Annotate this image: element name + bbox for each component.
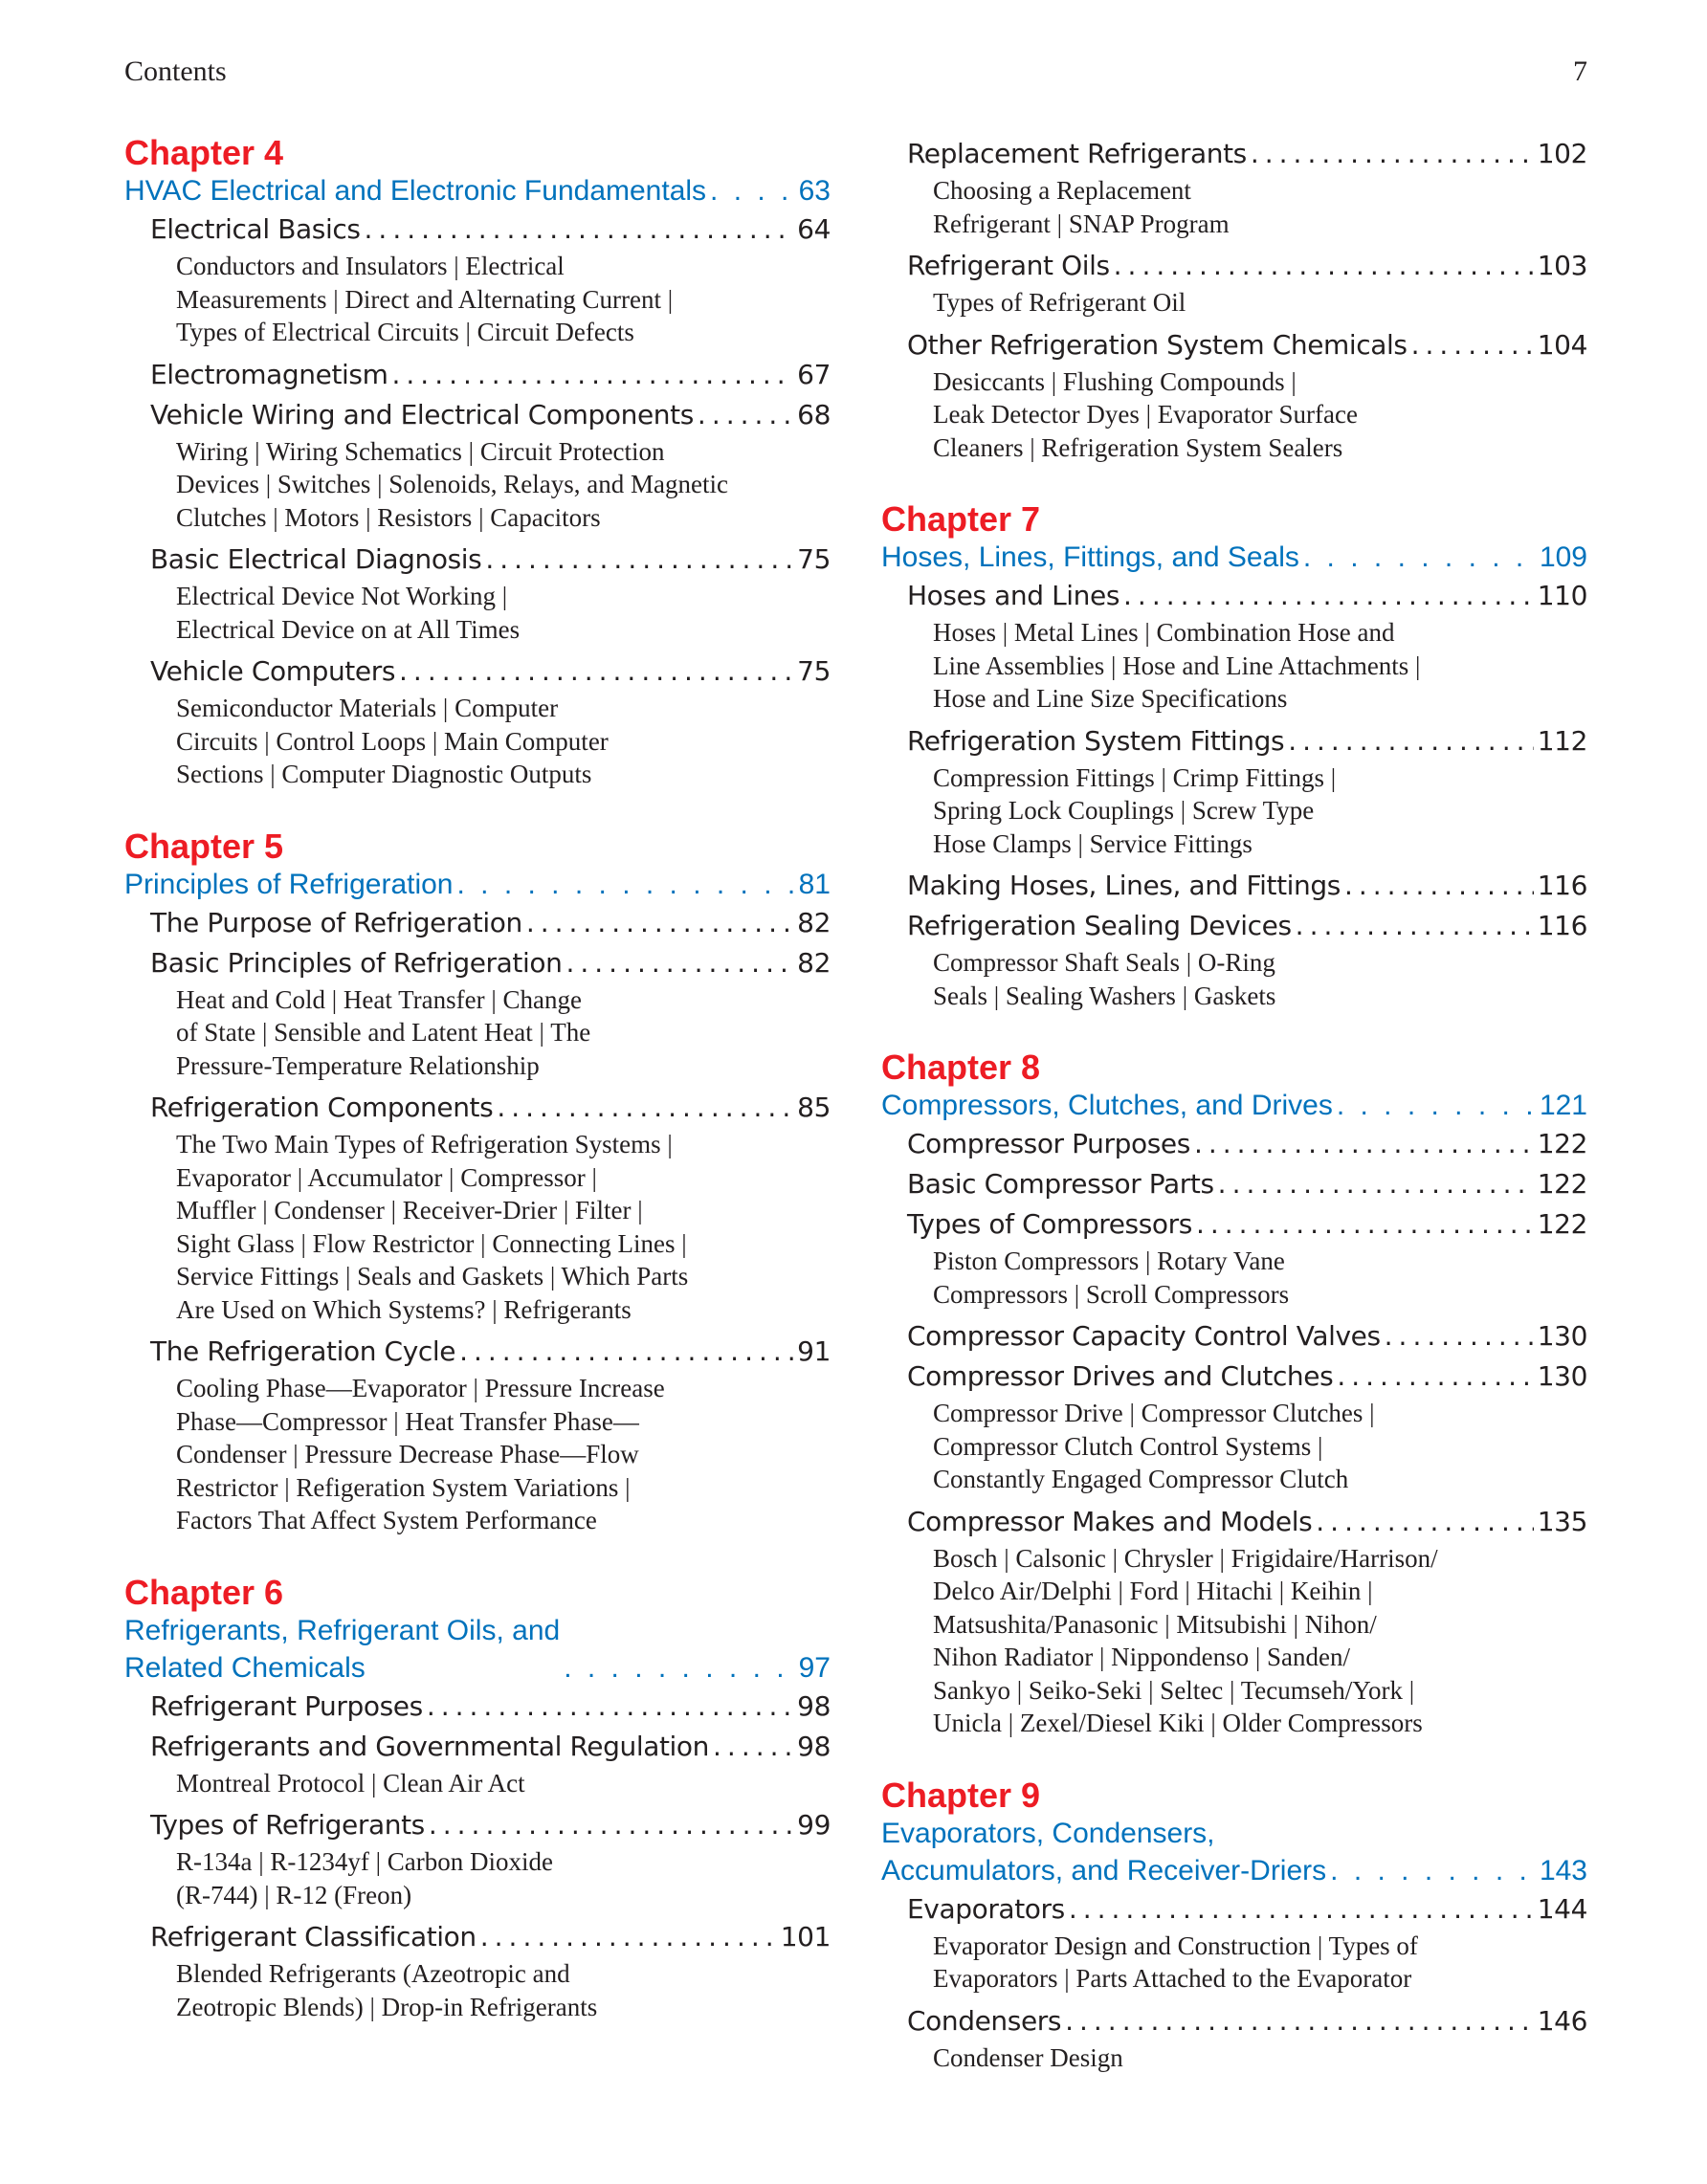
chapter-block <box>881 500 1587 1012</box>
dot-leader <box>1251 134 1534 174</box>
toc-entry[interactable] <box>881 1164 1587 1204</box>
toc-entry-title: Basic Compressor Parts <box>907 1168 1214 1200</box>
dot-leader <box>1218 1164 1534 1204</box>
toc-entry[interactable] <box>124 1805 831 1845</box>
chapter-heading: Chapter 8 <box>881 1048 1041 1087</box>
toc-entry-subtopics: Condenser Design <box>933 2042 1123 2072</box>
toc-entry-subtopics: Conductors and Insulators | Electrical Measurements | Direct and Alternating Current | Types of Electrical Circuits | Circuit Defects <box>176 252 674 346</box>
chapter-title[interactable] <box>124 172 831 210</box>
toc-entry-title: Refrigerant Classification <box>150 1921 477 1952</box>
dot-leader <box>1337 1087 1536 1124</box>
toc-entry[interactable] <box>881 1357 1587 1397</box>
toc-entry-subtopics: Choosing a Replacement Refrigerant | SNAP Program <box>933 176 1230 238</box>
chapter-page: 121 <box>1539 1090 1587 1121</box>
toc-entry-page: 64 <box>797 213 831 245</box>
toc-entry-subtopics: Piston Compressors | Rotary Vane Compressors | Scroll Compressors <box>933 1246 1290 1309</box>
toc-entry-page: 101 <box>780 1921 831 1952</box>
chapter-block <box>881 1048 1587 1740</box>
toc-entry[interactable] <box>124 903 831 943</box>
toc-entry[interactable] <box>124 540 831 580</box>
dot-leader <box>1196 1204 1534 1245</box>
dot-leader <box>1344 866 1534 906</box>
toc-entry[interactable] <box>124 943 831 983</box>
chapter-block <box>124 827 831 1537</box>
toc-entry-page: 122 <box>1537 1128 1587 1159</box>
chapter-heading: Chapter 6 <box>124 1572 284 1612</box>
running-head <box>124 55 1587 94</box>
toc-entry-page: 75 <box>797 655 831 687</box>
toc-entry[interactable] <box>881 1204 1587 1245</box>
toc-entry-title: Compressor Makes and Models <box>907 1505 1313 1537</box>
chapter-title-text: Principles of Refrigeration <box>124 868 454 900</box>
toc-entry-page: 85 <box>797 1092 831 1123</box>
toc-entry-title: Refrigerant Purposes <box>150 1689 423 1722</box>
toc-entry-title: Electromagnetism <box>150 358 388 390</box>
toc-entry-page: 110 <box>1537 580 1587 611</box>
chapter-title-text: Evaporators, Condensers, Accumulators, and Receiver-Driers <box>881 1817 1327 1886</box>
dot-leader <box>1065 2001 1534 2041</box>
chapter-block <box>124 134 831 791</box>
toc-entry-page: 68 <box>797 398 831 430</box>
dot-leader <box>1316 1502 1533 1542</box>
chapter-title[interactable] <box>881 1087 1587 1124</box>
dot-leader <box>459 1332 793 1372</box>
toc-entry-title: Basic Electrical Diagnosis <box>150 543 482 575</box>
toc-entry[interactable] <box>881 576 1587 616</box>
dot-leader <box>1296 906 1534 946</box>
chapter-title[interactable] <box>124 1612 831 1687</box>
toc-entry-subtopics: The Two Main Types of Refrigeration Systems | Evaporator | Accumulator | Compressor | Muffler | Condenser | Receiver-Drier | Filter | Sight Glass | Flow Restrictor | Connecting Lines | Service Fittings | Seals and Gaskets | Which Parts Are Used on Which Systems? | Refrigerants <box>176 1130 689 1324</box>
toc-entry-page: 91 <box>797 1335 831 1367</box>
toc-entry[interactable] <box>124 355 831 395</box>
toc-entry-title: Refrigeration Components <box>150 1092 494 1123</box>
toc-entry[interactable] <box>881 721 1587 761</box>
toc-entry-page: 104 <box>1537 328 1587 361</box>
toc-entry[interactable] <box>124 1687 831 1727</box>
chapter-title-text: HVAC Electrical and Electronic Fundamentals <box>124 175 707 207</box>
toc-entry-title: Other Refrigeration System Chemicals <box>907 328 1408 361</box>
toc-entry-page: 144 <box>1537 1892 1587 1925</box>
chapter-heading: Chapter 7 <box>881 499 1041 539</box>
toc-entry-page: 116 <box>1537 910 1587 941</box>
toc-entry-title: Refrigeration Sealing Devices <box>907 910 1292 941</box>
toc-entry-title: Making Hoses, Lines, and Fittings <box>907 870 1341 901</box>
toc-entry-title: Evaporators <box>907 1892 1065 1925</box>
dot-leader <box>1303 539 1536 576</box>
toc-entry-page: 122 <box>1537 1208 1587 1240</box>
toc-entry-title: Compressor Drives and Clutches <box>907 1360 1334 1392</box>
toc-entry-page: 82 <box>797 906 831 938</box>
toc-entry-title: Compressor Purposes <box>907 1128 1190 1159</box>
dot-leader <box>1288 721 1534 761</box>
toc-entry-page: 130 <box>1537 1320 1587 1352</box>
toc-entry-page: 122 <box>1537 1168 1587 1200</box>
running-head-section: Contents <box>124 55 227 87</box>
chapter-page: 97 <box>798 1651 831 1684</box>
dot-leader <box>1330 1852 1536 1889</box>
chapter-block <box>124 1574 831 2024</box>
toc-entry-title: Refrigerants and Governmental Regulation <box>150 1730 710 1762</box>
dot-leader <box>1123 576 1534 616</box>
running-head-page-number: 7 <box>1573 55 1587 87</box>
toc-entry-subtopics: Wiring | Wiring Schematics | Circuit Protection Devices | Switches | Solenoids, Relays, and Magnetic Clutches | Motors | Resistors | Capacitors <box>176 436 728 532</box>
dot-leader <box>1069 1889 1534 1930</box>
toc-entry-subtopics: Evaporator Design and Construction | Types of Evaporators | Parts Attached to the Evaporator <box>933 1930 1418 1993</box>
toc-entry[interactable] <box>124 210 831 250</box>
toc-entry-subtopics: Montreal Protocol | Clean Air Act <box>176 1768 525 1798</box>
chapter-heading: Chapter 4 <box>124 133 284 172</box>
dot-leader <box>485 540 793 580</box>
chapter-title-text: Compressors, Clutches, and Drives <box>881 1090 1333 1121</box>
toc-entry[interactable] <box>881 1889 1587 1930</box>
toc-entry[interactable] <box>124 651 831 692</box>
chapter-heading: Chapter 9 <box>881 1775 1041 1815</box>
toc-entry[interactable] <box>881 1502 1587 1542</box>
dot-leader <box>399 651 793 692</box>
toc-entry[interactable] <box>881 325 1587 365</box>
toc-entry-page: 67 <box>797 358 831 390</box>
toc-entry-page: 103 <box>1537 250 1587 281</box>
chapter-continuation <box>881 134 1587 464</box>
toc-entry-title: Vehicle Computers <box>150 655 396 687</box>
dot-leader <box>427 1687 793 1727</box>
toc-entry-subtopics: Hoses | Metal Lines | Combination Hose and Line Assemblies | Hose and Line Attachments | Hose and Line Size Specifications <box>933 618 1421 713</box>
chapter-page: 109 <box>1539 541 1587 573</box>
toc-entry-page: 99 <box>797 1809 831 1841</box>
dot-leader <box>480 1917 777 1957</box>
toc-entry[interactable] <box>124 395 831 435</box>
toc-entry[interactable] <box>881 246 1587 286</box>
toc-right-column <box>881 134 1587 2110</box>
dot-leader <box>457 866 795 903</box>
toc-entry[interactable] <box>881 866 1587 906</box>
dot-leader <box>564 1649 794 1687</box>
toc-entry-title: Basic Principles of Refrigeration <box>150 946 563 979</box>
chapter-block <box>881 1776 1587 2075</box>
toc-entry-subtopics: Compression Fittings | Crimp Fittings | Spring Lock Couplings | Screw Type Hose Clamps | Service Fittings <box>933 762 1337 858</box>
dot-leader <box>710 172 795 210</box>
toc-entry-page: 146 <box>1537 2004 1587 2037</box>
toc-entry-title: Types of Refrigerants <box>150 1809 425 1841</box>
toc-entry-page: 135 <box>1537 1505 1587 1537</box>
toc-entry[interactable] <box>881 1124 1587 1164</box>
toc-entry-title: Electrical Basics <box>150 213 361 245</box>
toc-entry-subtopics: Compressor Drive | Compressor Clutches | Compressor Clutch Control Systems | Constantly Engaged Compressor Clutch <box>933 1399 1375 1493</box>
toc-entry-page: 98 <box>797 1689 831 1722</box>
toc-entry[interactable] <box>881 1316 1587 1357</box>
toc-entry[interactable] <box>881 134 1587 174</box>
toc-entry-title: Types of Compressors <box>907 1208 1192 1240</box>
toc-entry-title: Hoses and Lines <box>907 580 1120 611</box>
dot-leader <box>1385 1316 1534 1357</box>
toc-entry-page: 130 <box>1537 1360 1587 1392</box>
chapter-title-text: Refrigerants, Refrigerant Oils, and Related Chemicals <box>124 1614 561 1684</box>
toc-entry-page: 112 <box>1537 724 1587 757</box>
toc-entry-subtopics: Desiccants | Flushing Compounds | Leak Detector Dyes | Evaporator Surface Cleaners | Refrigeration System Sealers <box>933 366 1358 462</box>
dot-leader <box>392 355 794 395</box>
toc-entry-title: Replacement Refrigerants <box>907 138 1247 169</box>
toc-entry[interactable] <box>881 2001 1587 2041</box>
toc-entry-title: Compressor Capacity Control Valves <box>907 1320 1381 1352</box>
dot-leader <box>365 210 794 250</box>
dot-leader <box>1337 1357 1533 1397</box>
toc-entry-subtopics: Semiconductor Materials | Computer Circuits | Control Loops | Main Computer Sections | Computer Diagnostic Outputs <box>176 694 609 788</box>
toc-entry[interactable] <box>124 1088 831 1128</box>
dot-leader <box>1114 246 1534 286</box>
dot-leader <box>526 903 793 943</box>
toc-entry[interactable] <box>881 906 1587 946</box>
dot-leader <box>565 943 793 983</box>
chapter-title[interactable] <box>124 866 831 903</box>
toc-entry-title: Refrigerant Oils <box>907 250 1110 281</box>
toc-entry-title: Refrigeration System Fittings <box>907 724 1285 757</box>
toc-entry-subtopics: Blended Refrigerants (Azeotropic and Zeotropic Blends) | Drop-in Refrigerants <box>176 1959 598 2021</box>
toc-entry-subtopics: Cooling Phase—Evaporator | Pressure Increase Phase—Compressor | Heat Transfer Phase— Condenser | Pressure Decrease Phase—Flow Restrictor | Refigeration System Variations | Factors That Affect System Performance <box>176 1374 665 1534</box>
toc-entry-page: 82 <box>797 946 831 979</box>
chapter-page: 143 <box>1539 1854 1587 1886</box>
dot-leader <box>429 1805 793 1845</box>
dot-leader <box>698 395 793 435</box>
dot-leader <box>713 1727 793 1767</box>
toc-entry-title: Condensers <box>907 2004 1062 2037</box>
chapter-page: 63 <box>798 175 831 207</box>
toc-entry-subtopics: Types of Refrigerant Oil <box>933 288 1186 317</box>
toc-entry-title: The Refrigeration Cycle <box>150 1335 456 1367</box>
toc-entry-page: 102 <box>1537 138 1587 169</box>
chapter-title[interactable] <box>881 539 1587 576</box>
dot-leader <box>1411 325 1534 365</box>
toc-entry-page: 98 <box>797 1730 831 1762</box>
toc-entry-subtopics: Compressor Shaft Seals | O-Ring Seals | Sealing Washers | Gaskets <box>933 948 1276 1010</box>
toc-entry-subtopics: Heat and Cold | Heat Transfer | Change of State | Sensible and Latent Heat | The Pressure-Temperature Relationship <box>176 984 591 1080</box>
toc-entry[interactable] <box>124 1917 831 1957</box>
chapter-title[interactable] <box>881 1815 1587 1889</box>
dot-leader <box>497 1088 793 1128</box>
toc-entry[interactable] <box>124 1332 831 1372</box>
toc-entry-page: 75 <box>797 543 831 575</box>
toc-left-column <box>124 134 831 2060</box>
dot-leader <box>1194 1124 1534 1164</box>
toc-entry-page: 116 <box>1537 870 1587 901</box>
toc-entry-subtopics: Electrical Device Not Working | Electrical Device on at All Times <box>176 582 521 644</box>
chapter-heading: Chapter 5 <box>124 826 284 866</box>
toc-entry-subtopics: R-134a | R-1234yf | Carbon Dioxide (R-744) | R-12 (Freon) <box>176 1847 554 1909</box>
toc-entry-title: Vehicle Wiring and Electrical Components <box>150 398 694 430</box>
toc-entry[interactable] <box>124 1727 831 1767</box>
toc-entry-title: The Purpose of Refrigeration <box>150 906 522 938</box>
toc-entry-subtopics: Bosch | Calsonic | Chrysler | Frigidaire/Harrison/ Delco Air/Delphi | Ford | Hitachi | Keihin | Matsushita/Panasonic | Mitsubishi | Nihon/ Nihon Radiator | Nippondenso | Sanden/ Sankyo | Seiko-Seki | Seltec | Tecumseh/York | Unicla | Zexel/Diesel Kiki | Older Compressors <box>933 1543 1438 1737</box>
chapter-page: 81 <box>798 868 831 900</box>
chapter-title-text: Hoses, Lines, Fittings, and Seals <box>881 541 1299 573</box>
